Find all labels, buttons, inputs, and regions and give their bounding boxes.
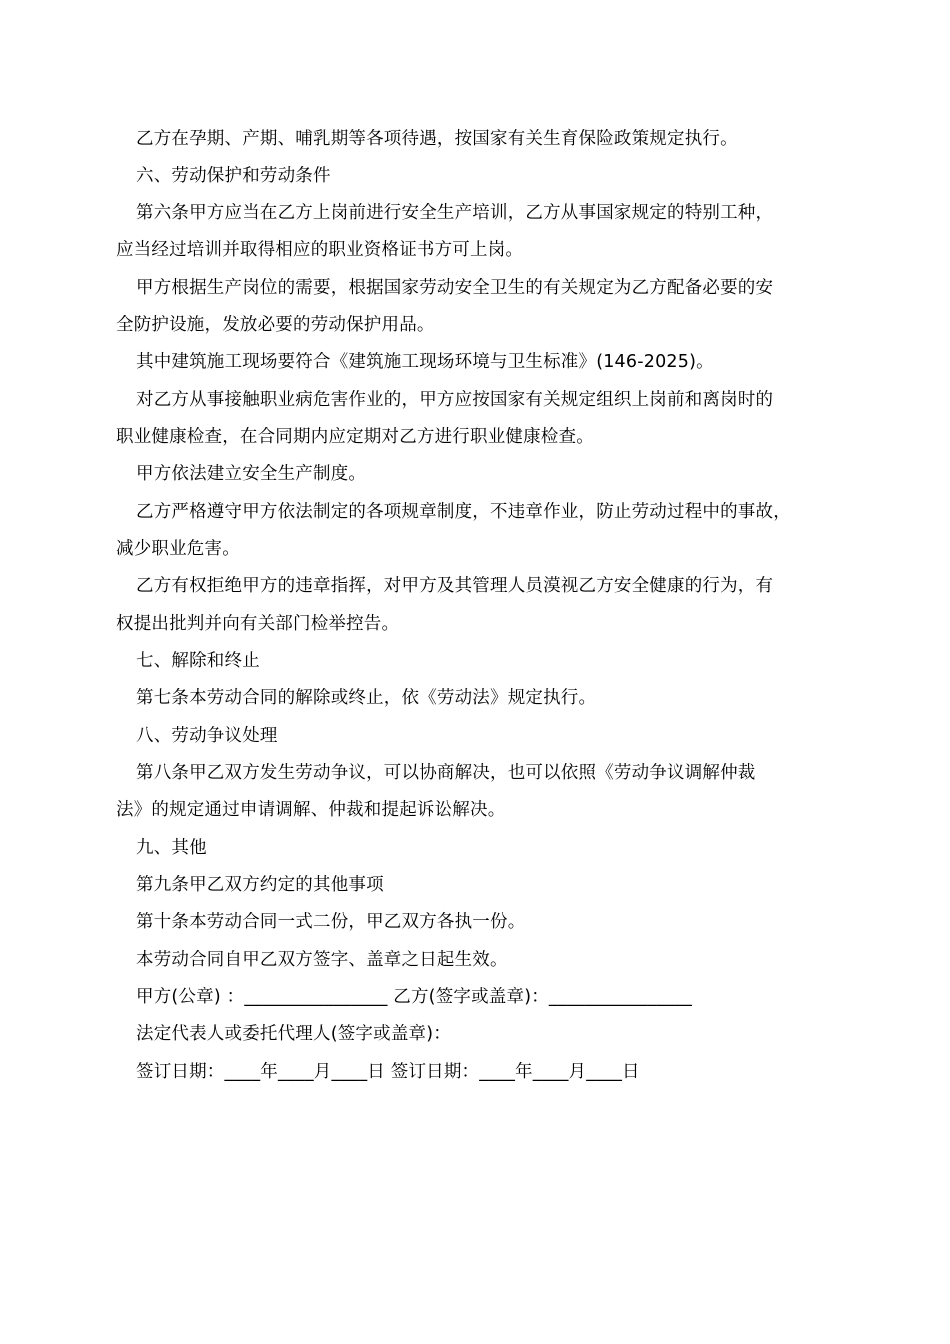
paragraph-effective-date: 本劳动合同自甲乙双方签字、盖章之日起生效。 — [136, 950, 508, 970]
paragraph-safety-equipment-line-2: 全防护设施，发放必要的劳动保护用品。 — [116, 315, 435, 335]
signature-line-representative: 法定代表人或委托代理人(签字或盖章)： — [136, 1024, 451, 1044]
section-heading-other: 九、其他 — [136, 838, 207, 858]
article-6-line-2: 应当经过培训并取得相应的职业资格证书方可上岗。 — [116, 240, 524, 260]
article-6-line-1: 第六条甲方应当在乙方上岗前进行安全生产培训，乙方从事国家规定的特别工种， — [136, 203, 774, 223]
paragraph-safety-system: 甲方依法建立安全生产制度。 — [136, 464, 367, 484]
paragraph-construction-standard: 其中建筑施工现场要符合《建筑施工现场环境与卫生标准》(146-2025)。 — [136, 352, 714, 372]
paragraph-safety-equipment-line-1: 甲方根据生产岗位的需要，根据国家劳动安全卫生的有关规定为乙方配备必要的安 — [136, 278, 774, 298]
section-heading-labor-protection: 六、劳动保护和劳动条件 — [136, 166, 331, 186]
article-8-line-1: 第八条甲乙双方发生劳动争议，可以协商解决，也可以依照《劳动争议调解仲裁 — [136, 763, 756, 783]
section-heading-labor-disputes: 八、劳动争议处理 — [136, 726, 278, 746]
paragraph-rules-compliance-line-1: 乙方严格遵守甲方依法制定的各项规章制度，不违章作业，防止劳动过程中的事故， — [136, 502, 791, 522]
article-7: 第七条本劳动合同的解除或终止，依《劳动法》规定执行。 — [136, 688, 597, 708]
paragraph-maternity-benefits: 乙方在孕期、产期、哺乳期等各项待遇，按国家有关生育保险政策规定执行。 — [136, 129, 738, 149]
signature-line-parties: 甲方(公章) ：________________ 乙方(签字或盖章)：________________ — [136, 987, 693, 1007]
paragraph-right-to-refuse-line-2: 权提出批判并向有关部门检举控告。 — [116, 614, 400, 634]
section-heading-termination: 七、解除和终止 — [136, 651, 260, 671]
signature-line-dates: 签订日期：____年____月____日 签订日期：____年____月____日 — [136, 1062, 640, 1082]
paragraph-occupational-health-line-1: 对乙方从事接触职业病危害作业的，甲方应按国家有关规定组织上岗前和离岗时的 — [136, 390, 774, 410]
article-10: 第十条本劳动合同一式二份，甲乙双方各执一份。 — [136, 912, 526, 932]
article-8-line-2: 法》的规定通过申请调解、仲裁和提起诉讼解决。 — [116, 800, 506, 820]
article-9: 第九条甲乙双方约定的其他事项 — [136, 875, 384, 895]
paragraph-occupational-health-line-2: 职业健康检查，在合同期内应定期对乙方进行职业健康检查。 — [116, 427, 594, 447]
paragraph-rules-compliance-line-2: 减少职业危害。 — [116, 539, 240, 559]
paragraph-right-to-refuse-line-1: 乙方有权拒绝甲方的违章指挥，对甲方及其管理人员漠视乙方安全健康的行为，有 — [136, 576, 774, 596]
